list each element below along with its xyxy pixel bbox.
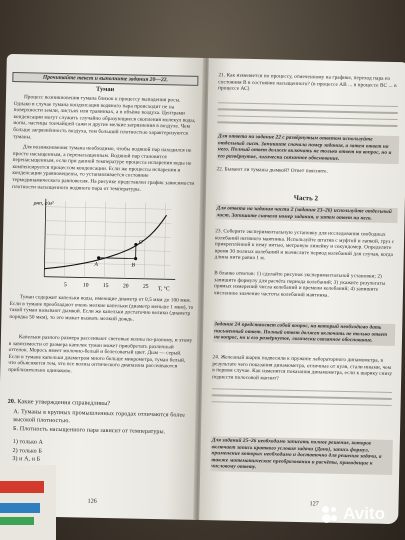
blue-stripe [0,503,40,513]
avito-logo-text: Avito [343,504,385,523]
grid-line-horizontal [45,235,171,238]
instruction-box-24: Задание 24 представляет собой вопрос, на который необходимо дать письменный ответ. Полный ответ должен включать не только ответ на вопрос, но и его развёрнутое, логически связанное обоснование. [213,320,395,346]
book-stack-corner [0,455,60,540]
x-tick-10: 10 [82,282,89,289]
x-tick-15: 15 [102,282,109,290]
saturation-graph [30,194,182,292]
page-number-right: 127 [309,500,319,508]
option-1: 1) только А [12,439,44,446]
avito-logo-icon [322,506,339,523]
grid-line-horizontal [45,221,171,224]
book-cover-white [0,465,56,540]
part-2-title: Часть 2 [293,193,319,203]
grid-line-vertical [124,202,126,278]
paragraph-3: Туман содержит капельки воды, имеющие диаметр от 0,5 мкм до 100 мкм. Если в тумане преобладают очень мелкие капельки (диаметр меньше 1 мкм), то такой туман называют дымкой. Если же капельки достаточно велики (диаметр порядка 50 мкм), то это может вызвать мелкий дождь. [9,294,194,323]
grid-line-vertical [144,203,146,279]
paragraph-4: Капельки разного размера рассеивают световые волны по-разному, и этому в зависимости от размера капелек туман может приобретать различный оттенок. Морось имеет молочно-белый и белесоватый цвет. Дым — серый. Если в тумане капельки диаметром много больше микрометра, туман белый, что объясняется тем, что все волны оптического диапазона рассеиваются приблизительно одинаково. [8,334,193,375]
x-axis [44,277,175,280]
instruction-box-25: Для заданий 25–26 необходимо записать полное решение, которое включает запись краткого условия задачи (Дано), запись формул, применение которых необходимо и достаточно для решения задачи, а также математические преобразования и расчёты, приводящие к числовому ответу. [210,436,393,475]
question-21-fragment: 21. Как изменяется по процессу, отмеченному на графике, переход пара из состояния В в состояние насыщенного? (в процессе АВ ... в процессе ВС ... в процессе АС) [218,72,397,93]
label-c: C [138,239,143,246]
question-23-list: В бланке ответов: 1) сделайте рисунок экспериментальной установки; 2) запишите формулу для расчёта периода колебаний; 3) укажите результаты прямых измерений числа колебаний и времени колебаний; 4) запишите численное значение частоты колебаний маятника. [213,270,386,299]
grid-line-horizontal [45,249,171,252]
question-23: 23. Соберите экспериментальную установку для исследования свободных колебаний нитяного маятника. Используйте штатив с муфтой и лапкой, груз с прикреплённой к нему нитью, метровую линейку и секундомер. Определите время 30 полных колебаний и вычислите период колебаний для случая, когда длина нити равна 1 м. [214,228,395,262]
red-stripe [0,481,44,493]
x-axis-label: T, °C [157,286,170,293]
answer-lines-24 [212,388,392,411]
statement-a: А. Туманы в крупных промышленных городах отличаются более высокой плотностью. [13,409,186,424]
point-b [134,257,137,260]
grid-line-vertical [104,202,106,278]
instruction-box-22: Для ответа на задание 22 с развёрнутым ответом используйте отдельный лист. Запишите сначала номер задания, а затем ответ на него. Полный ответ должен включать не только ответ на вопрос, но и его развёрнутое, логически связанное обоснование. [217,132,400,164]
avito-watermark [322,504,385,524]
open-book [0,54,405,524]
paragraph-1: Процесс возникновения тумана близок к процессу выпадения росы. Однако в случае тумана конденсация водяного пара происходит не на поверхности земли, листьях или травинках, а в объёме воздуха. Центрами конденсации могут служить случайно образующиеся скопления молекул воды, ионы, частицы тончайшей сажи и другие мелкие загрязнения в воздухе. Чем больше загрязнённость воздуха, тем больший плотностью характеризуются туманы. [13,94,196,140]
x-tick-25: 25 [142,283,149,290]
right-page [199,58,405,524]
point-a [97,256,100,259]
section-banner: Прочитайте текст и выполните задания 20—22. [12,72,198,86]
y-axis-label: ρнп, г/м³ [33,200,54,207]
question-22: 22. Бывают ли туманы дымкой? Ответ поясните. [216,166,329,175]
paragraph-2: Для возникновения тумана необходимо, чтобы водяной пар находился не просто насыщенным, а перенасыщенным. Водяной пар становится перенасыщенным, если при данной температуре процесса испарения воды не компенсируется процессом конденсации. Если же процессы испарения и конденсации уравновешены, то устанавливается состояние термодинамического равновесия. На рисунке представлен график зависимости плотности насыщенного водяного пара от температуры. [12,144,195,193]
text-title: Туман [95,85,115,94]
label-a: A [94,261,98,268]
grid-line-vertical [164,203,166,279]
x-tick-5: 5 [63,282,67,289]
graph-grid [44,201,172,280]
label-b: B [131,262,135,269]
option-2: 2) только Б [12,447,42,455]
question-20-number: 20. [7,397,16,406]
option-3: 3) и А, и Б [12,456,41,463]
y-axis [44,199,46,277]
question-20 [8,398,192,410]
grid-line-vertical [64,201,66,277]
instruction-box-part-2: Для ответа на задания части 2 (задания 23–26) используйте отдельный лист. Запишите сначала номер задания, а затем ответ на него. [215,204,397,223]
green-stripe [0,517,34,525]
question-20-text: Какие утверждения справедливы? [17,398,111,408]
grid-line-horizontal [45,263,171,266]
grid-line-horizontal [46,207,172,210]
statement-b: Б. Плотность насыщенного пара зависит от температуры. [12,426,166,436]
x-tick-20: 20 [122,283,129,290]
page-number-left: 126 [87,497,97,505]
answer-lines-21 [217,102,398,132]
grid-line-vertical [84,202,86,278]
question-24: 24. Железный шарик подвесили к пружине лабораторного динамометра, в результате чего показания динамометра, отличные от нуля, стали иными, чем в первом случае. Как изменятся показания динамометра, если к шарику снизу поднести полосовой магнит? [212,354,393,382]
left-page [0,54,205,520]
